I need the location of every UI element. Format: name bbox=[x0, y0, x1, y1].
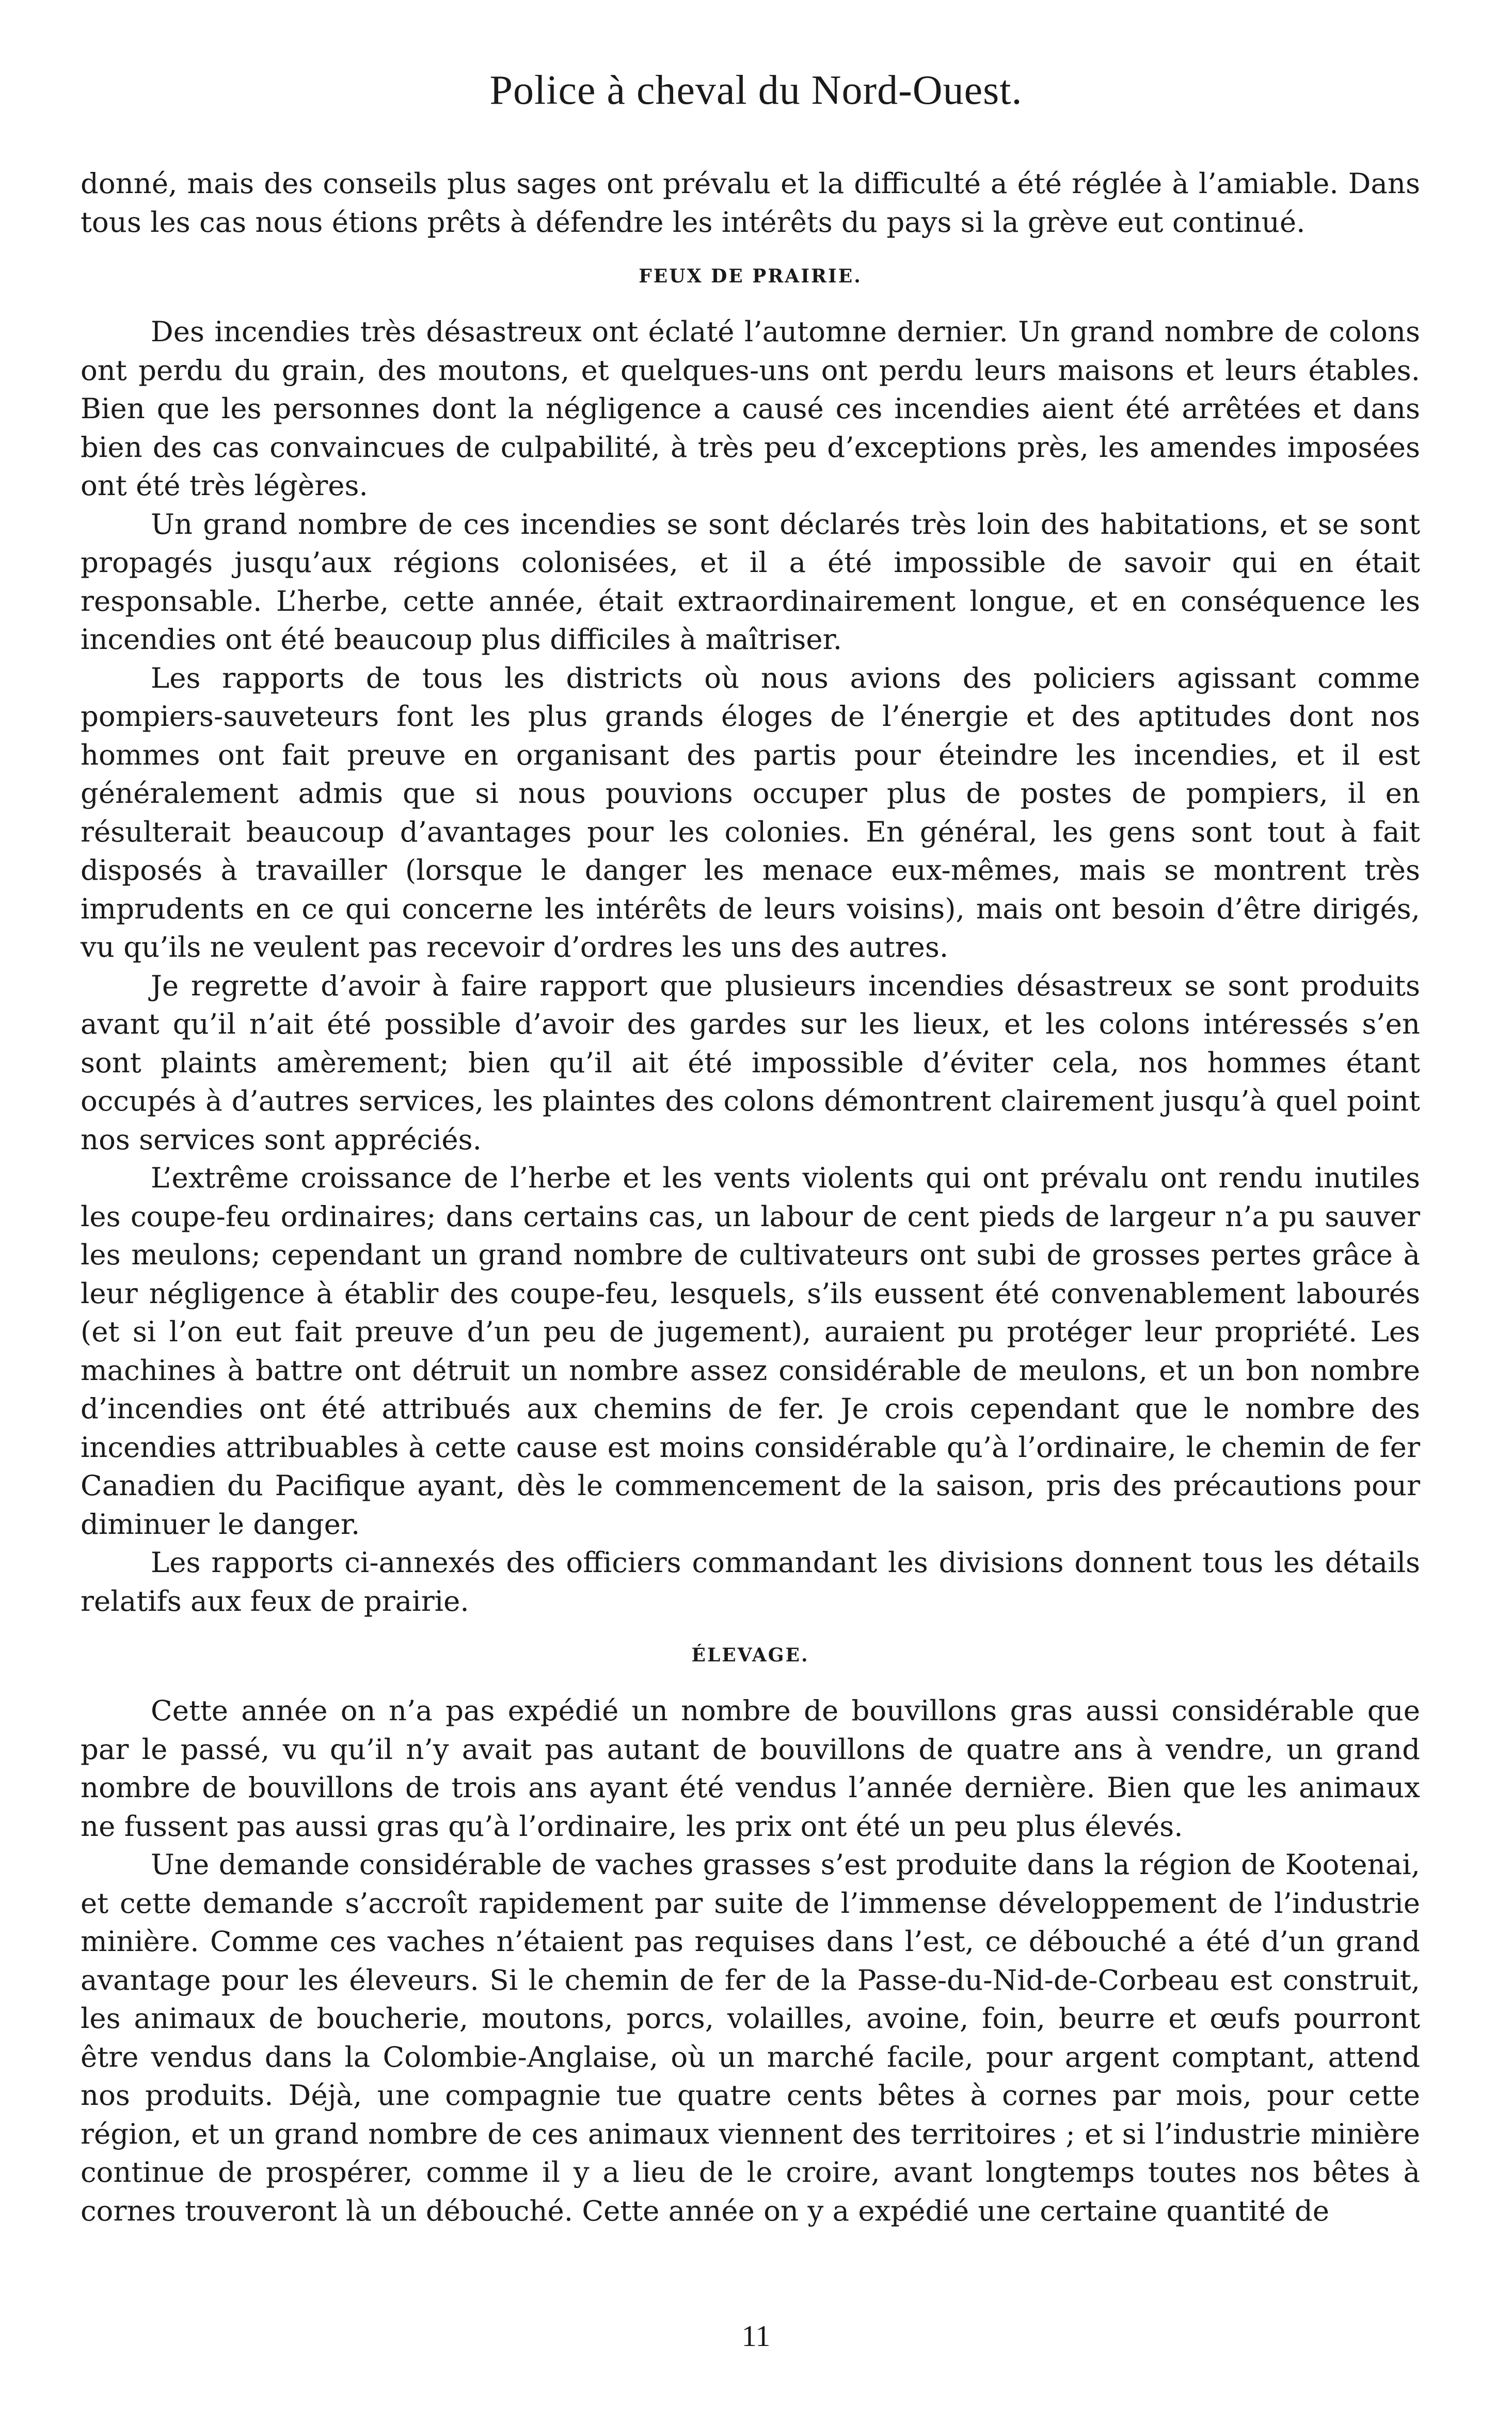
running-title: Police à cheval du Nord-Ouest. bbox=[489, 68, 1023, 113]
body-text bbox=[81, 164, 1420, 2230]
page-number: 11 bbox=[741, 2319, 771, 2353]
paragraph: Je regrette d’avoir à faire rapport que plusieurs incendies désastreux se sont produits avant qu’il n’ait été possible d’avoir des gardes sur les lieux, et les colons intéressés s’en sont plaints amèrement; bien qu’il ait été impossible d’éviter cela, nos hommes étant occupés à d’autres services, les plaintes des colons démontrent clairement jusqu’à quel point nos services sont appréciés. bbox=[81, 969, 1420, 1156]
opening-paragraph: donné, mais des conseils plus sages ont prévalu et la difficulté a été réglée à l’amiable. Dans tous les cas nous étions prêts à défendre les intérêts du pays si la grève eut continué. bbox=[81, 167, 1420, 239]
paragraph: L’extrême croissance de l’herbe et les vents violents qui ont prévalu ont rendu inutiles les coupe-feu ordinaires; dans certains cas, un labour de cent pieds de largeur n’a pu sauver les meulons; cependant un grand nombre de cultivateurs ont subi de grosses pertes grâce à leur négligence à établir des coupe-feu, lesquels, s’ils eussent été convenablement labourés (et si l’on eut fait preuve d’un peu de jugement), auraient pu protéger leur propriété. Les machines à battre ont détruit un nombre assez considérable de meulons, et un bon nombre d’incendies ont été attribués aux chemins de fer. Je crois cependant que le nombre des incendies attribuables à cette cause est moins considérable qu’à l’ordinaire, le chemin de fer Canadien du Pacifique ayant, dès le commencement de la saison, pris des précautions pour diminuer le danger. bbox=[81, 1161, 1420, 1541]
section-heading-elevage: ÉLEVAGE. bbox=[691, 1644, 809, 1666]
paragraph: Des incendies très désastreux ont éclaté l’automne dernier. Un grand nombre de colons ont perdu du grain, des moutons, et quelques-uns ont perdu leurs maisons et leurs étables. Bien que les personnes dont la négligence a causé ces incendies aient été arrêtées et dans bien des cas convaincues de culpabilité, à très peu d’exceptions près, les amendes imposées ont été très légères. bbox=[81, 315, 1420, 502]
section-heading-feux-de-prairie: FEUX DE PRAIRIE. bbox=[639, 265, 862, 287]
paragraph: Les rapports de tous les districts où nous avions des policiers agissant comme pompiers-sauveteurs font les plus grands éloges de l’énergie et des aptitudes dont nos hommes ont fait preuve en organisant des partis pour éteindre les incendies, et il est généralement admis que si nous pouvions occuper plus de postes de pompiers, il en résulterait beaucoup d’avantages pour les colonies. En général, les gens sont tout à fait disposés à travailler (lorsque le danger les menace eux-mêmes, mais se montrent très imprudents en ce qui concerne les intérêts de leurs voisins), mais ont besoin d’être dirigés, vu qu’ils ne veulent pas recevoir d’ordres les uns des autres. bbox=[81, 661, 1420, 963]
paragraph: Une demande considérable de vaches grasses s’est produite dans la région de Kootenai, et cette demande s’accroît rapidement par suite de l’immense développement de l’industrie minière. Comme ces vaches n’étaient pas requises dans l’est, ce débouché a été d’un grand avantage pour les éleveurs. Si le chemin de fer de la Passe-du-Nid-de-Corbeau est construit, les animaux de boucherie, moutons, porcs, volailles, avoine, foin, beurre et œufs pourront être vendus dans la Colombie-Anglaise, où un marché facile, pour argent comptant, attend nos produits. Déjà, une compagnie tue quatre cents bêtes à cornes par mois, pour cette région, et un grand nombre de ces animaux viennent des territoires ; et si l’industrie minière continue de prospérer, comme il y a lieu de le croire, avant longtemps toutes nos bêtes à cornes trouveront là un débouché. Cette année on y a expédié une certaine quantité de bbox=[81, 1848, 1420, 2227]
paragraph: Un grand nombre de ces incendies se sont déclarés très loin des habitations, et se sont propagés jusqu’aux régions colonisées, et il a été impossible de savoir qui en était responsable. L’herbe, cette année, était extraordinairement longue, et en conséquence les incendies ont été beaucoup plus difficiles à maîtriser. bbox=[81, 507, 1420, 656]
paragraph: Cette année on n’a pas expédié un nombre de bouvillons gras aussi considérable que par le passé, vu qu’il n’y avait pas autant de bouvillons de quatre ans à vendre, un grand nombre de bouvillons de trois ans ayant été vendus l’année dernière. Bien que les animaux ne fussent pas aussi gras qu’à l’ordinaire, les prix ont été un peu plus élevés. bbox=[81, 1694, 1420, 1843]
paragraph: Les rapports ci-annexés des officiers commandant les divisions donnent tous les détails relatifs aux feux de prairie. bbox=[81, 1546, 1420, 1618]
